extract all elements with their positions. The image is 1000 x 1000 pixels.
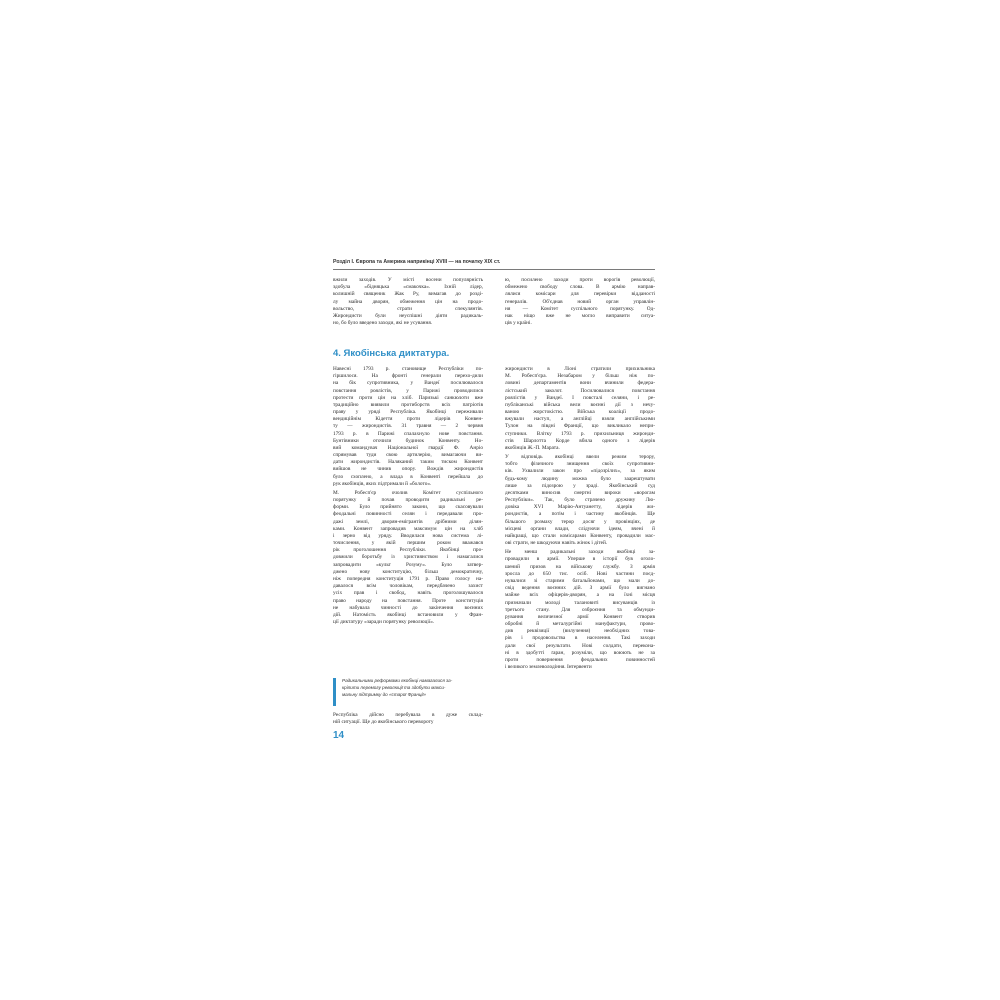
text-line: ловині департаментів вони вчинили федера-	[505, 380, 655, 387]
text-line: більшого розмаху терор досяг у провінціях, де	[505, 518, 655, 525]
text-line: ступники. Влітку 1793 р. прихильниця жиронди-	[505, 430, 655, 437]
text-line: порятунку й почав проводити радикальні ре-	[333, 497, 483, 504]
text-line: довіка XVI Марію-Антуанетту, лідерів жи-	[505, 504, 655, 511]
text-line: ній ситуації. Ще до якобінського перевороту	[333, 719, 434, 726]
text-line: стів Шарлотта Корде вбила одного з лідерів	[505, 437, 655, 444]
text-line: гіршилося. На фронті генерали перехо-дили	[333, 373, 483, 380]
text-line: лялися комісари для перевірки відданості	[505, 291, 655, 298]
text-line: мальну підтримку до «старої Франції»	[342, 692, 427, 697]
text-line: нувалися зі старими батальйонами, що мали до-	[505, 577, 655, 584]
text-line: феодальні повинності селян і передавали про-	[333, 511, 483, 518]
text-line: У відповідь якобінці ввели режим терору,	[505, 454, 655, 461]
text-column-top-left	[333, 277, 483, 327]
text-line: Тулон на півдні Франції, що викликало непри-	[505, 423, 655, 430]
text-line: лістський заколот. Посилювалися повстання	[505, 387, 655, 394]
text-line: було схоплено, а влада в Конвенті перейшла до	[333, 473, 483, 480]
text-line: ваною жорстокістю. Війська коаліції продо-	[505, 409, 655, 416]
text-line: вийшов не чинив опору. Вождів жирондистів	[333, 466, 483, 473]
text-line: рів і продовольства в населення. Такі заходи	[505, 635, 655, 642]
text-column-left	[333, 366, 483, 626]
text-line: Жирондисти були неуспішні діяти радикаль-	[333, 312, 483, 319]
text-line: будь-кому людину можна було заарештувати	[505, 475, 655, 482]
text-line: дали свої результати. Нові солдати, перекона-	[505, 642, 655, 649]
text-line: вжили заходів. У місті восени популярність	[333, 277, 483, 283]
sidebar-accent-bar	[333, 678, 336, 706]
text-line: кріпити перемогу революції та здобути макси-	[342, 685, 446, 690]
text-line: довжили боротьбу із християнством і намагалися	[333, 554, 483, 561]
text-line: ні в здобутті ґаран, розуміли, що воюють не за	[505, 649, 655, 656]
text-line: ту — жирондистів. 31 травня — 2 червня	[333, 423, 483, 430]
text-line: Бунтівники оточили будинок Конвенту. Но-	[333, 437, 483, 444]
text-line: М. Робесп'єр очолив Комітет суспільного	[333, 489, 483, 496]
text-line: точислення, у якій першим роком вважався	[333, 540, 483, 547]
text-line: протести проти цін на хліб. Паризькі санкюлоти вже	[333, 394, 483, 401]
text-line: нак ніщо вже не могло виправити ситуа-	[505, 312, 655, 319]
text-line: рук якобінців, яких підтримали й «болото».	[333, 480, 432, 487]
text-line: третього стану. Для озброєння та обмунди-	[505, 606, 655, 613]
text-line: дій. Натомість якобінці встановили у Фран-	[333, 611, 483, 618]
text-line: Республіка дійсно перебувала в дуже склад-	[333, 712, 483, 718]
text-line: форми. Було прийнято закони, що скасовували	[333, 504, 483, 511]
text-line: Не менш радикальні заходи якобінці за-	[505, 549, 655, 556]
text-line: дати жирондистів. Наляканий таким тиском Конвент	[333, 459, 483, 466]
section-heading: 4. Якобінська диктатура.	[333, 348, 450, 359]
text-line: рування величезної армії Конвент створив	[505, 613, 655, 620]
text-line: Навесні 1793 р. становище Республіки по-	[333, 366, 483, 372]
text-line: свід ведення воєнних дій. З армії було вигнано	[505, 585, 655, 592]
text-line: здобула «бідняцька «смакочка». Їхній лідер,	[333, 284, 483, 291]
text-line: ців у країні.	[505, 320, 532, 327]
text-line: ю, посилено заходи проти ворогів революції,	[505, 277, 655, 283]
text-line: призначали молоді талановиті висуванців із	[505, 599, 655, 606]
text-line: найкращі, що стали комісарами Конвенту, провадили мас-	[505, 532, 655, 539]
sidebar-note	[342, 677, 492, 698]
text-line: шений призов на військову службу. З армія	[505, 563, 655, 570]
text-line: традиційно виявили протиборств всіх патріотів	[333, 401, 483, 408]
text-line: ові страти, не шкодуючи навіть жінок і дітей.	[505, 540, 608, 547]
text-line: усіх прав і свобод, навіть проголошувалося	[333, 590, 483, 597]
text-line: запровадити «культ Розуму». Було затвер-	[333, 561, 483, 568]
text-line: проти повернення феодальних повинностей	[505, 656, 655, 663]
text-line: ніж попередня конституція 1791 р. Право голосу на-	[333, 575, 483, 582]
page-number: 14	[333, 730, 345, 741]
text-line: вжували наступ, а англійці взяли англійськими	[505, 416, 655, 423]
text-line: М. Робесп'єра. Незабаром у більш ніж по-	[505, 373, 655, 380]
text-line: жирондисти в Ліоні стратили прихильника	[505, 366, 655, 372]
text-line: лише за підозрою у зраді. Якобінський суд	[505, 482, 655, 489]
text-line: майже всіх офіцерів-дворян, а на їхні місця	[505, 592, 655, 599]
text-line: провадили в армії. Уперше в історії був оголо-	[505, 556, 655, 563]
text-line: право народу на повстання. Проте конституція	[333, 597, 483, 604]
text-line: ції диктатуру «заради порятунку революції».	[333, 619, 435, 626]
text-line: на бік супротивника, у Вандеї посилювалося	[333, 380, 483, 387]
text-line: спрямував туди свою артилерію, вимагаючи ви-	[333, 452, 483, 459]
text-column-top-right	[505, 277, 655, 327]
text-line: рік проголошення Республіки. Якобінці про-	[333, 547, 483, 554]
text-line: десятками виносив смертні вироки «ворогам	[505, 489, 655, 496]
text-line: місцеві органи влади, слідуючи ідеям, вчені й	[505, 525, 655, 532]
text-line: обмежено свободу слова. В армію направ-	[505, 284, 655, 291]
text-line: но, бо було введено заходи, які не усування.	[333, 320, 433, 327]
text-line: і великого землеволодіння. Інтервенти	[505, 664, 592, 671]
text-line: Радикальними реформами якобінці намагалися за-	[342, 678, 453, 683]
text-line: праву у уряді Республіка. Якобінці переживали	[333, 409, 483, 416]
text-line: джено нову конституцію, більш демократичну,	[333, 568, 483, 575]
text-line: і зерно від уряду. Вводилася нова система лі-	[333, 532, 483, 539]
text-line: колишній священик Жак Ру, вимагав до розді-	[333, 291, 483, 298]
text-line: ня — Комітет суспільного порятунку. Од-	[505, 305, 655, 312]
text-line: не набувала чинності до закінчення воєнних	[333, 604, 483, 611]
text-line: ками. Конвент запровадив максимум цін на хліб	[333, 525, 483, 532]
text-line: лу майна дворян, обмеження цін на продо-	[333, 298, 483, 305]
text-line: 1793 р. в Парижі спалахнуло нове повстання.	[333, 430, 483, 437]
text-line: обробні й металургійні мануфактури, прово-	[505, 621, 655, 628]
text-line: давалося всім чоловікам, передбачено захист	[333, 583, 483, 590]
text-line: вендиційнім Кідеття проти лідерів Конвен-	[333, 416, 483, 423]
running-header: Розділ І. Європа та Америка наприкінці XVIII — на початку XIX ст.	[333, 257, 655, 270]
text-line: зросла до 650 тис. осіб. Нові частини поєд-	[505, 570, 655, 577]
text-line: вий командувач Національної гвардії Ф. Анріо	[333, 444, 483, 451]
text-column-bottom-left	[333, 712, 483, 726]
text-line: дажі землі, дворян-емігрантів дрібними ділян-	[333, 518, 483, 525]
text-line: тобто фізичного знищення своїх супротивни-	[505, 461, 655, 468]
text-line: рондистів, а потім і частину якобінців. Ще	[505, 511, 655, 518]
text-line: якобінців Ж.-П. Марата.	[505, 444, 560, 451]
text-line: публіканські війська вели воєнні дії з нечу-	[505, 401, 655, 408]
text-line: роялістів у Вандеї. І повсталі селяни, і ре-	[505, 394, 655, 401]
text-line: вольство, страти спекулянтів.	[333, 305, 483, 312]
text-line: див реквізиції (вилучення) необхідних това-	[505, 628, 655, 635]
text-line: генералів. Об'єднав новий орган управлін-	[505, 298, 655, 305]
text-column-right	[505, 366, 655, 671]
text-line: ків. Ухвалили закон про «підозрілих», за яким	[505, 468, 655, 475]
text-line: повстання роялістів, у Парижі проводилися	[333, 387, 483, 394]
text-line: Республіки». Так, було страчено дружину Лю-	[505, 497, 655, 504]
